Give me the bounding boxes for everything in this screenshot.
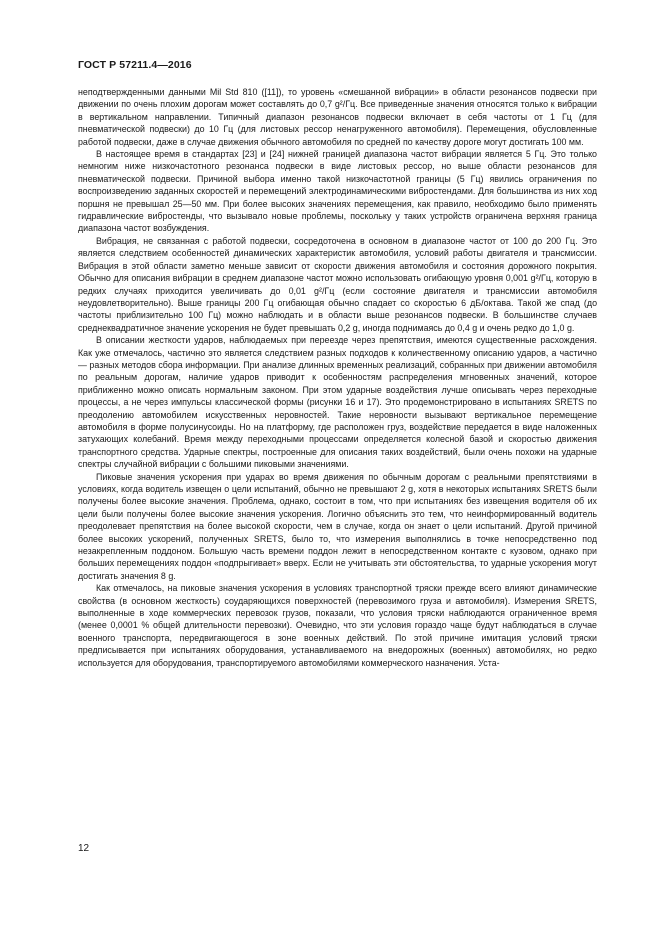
paragraph: В настоящее время в стандартах [23] и [24] нижней границей диапазона частот вибрации является 5 Гц. Это только немногим ниже низкочастотного резонанса подвески в виде листовых рессор, но выше области резонансов для пневматической подвески. Причиной выбора именно такой низкочастотной границы (5 Гц) явились ограничения по воспроизведению заданных скоростей и перемещений электродинамическими вибростендами. Для большинства из них ход поршня не превышал 25—50 мм. При более высоких значениях перемещения, как правило, необходимо было применять гидравлические вибростенды, что вызывало новые проблемы, поскольку у таких устройств ограничена верхняя граница диапазона частот возбуждения. bbox=[78, 149, 597, 234]
paragraph: В описании жесткости ударов, наблюдаемых при переезде через препятствия, имеются существенные расхождения. Как уже отмечалось, частично это является следствием разных подходов к количественному описанию ударов, а частично — разных методов сбора информации. При анализе длинных временных реализаций, собранных при движении автомобиля по реальным дорогам, наличие ударов приводит к особенностям распределения мгновенных значений, которое приближенно можно описать нормальным законом. При этом ударные воздействия лучше описывать через переходные процессы, а не через импульсы классической формы (рисунки 16 и 17). Это продемонстрировано в испытаниях SRETS по преодолению автомобилем искусственных неровностей. Такие неровности вызывают вертикальное перемещение автомобиля в форме полусинусоиды. Но на платформу, где расположен груз, воздействие передается в виде наложенных затухающих колебаний. Время между переходными процессами определяется колесной базой и скоростью движения транспортного средства. Ударные спектры, построенные для описания таких воздействий, были очень похожи на ударные спектры случайной вибрации с большими пиковыми значениями. bbox=[78, 335, 597, 470]
document-body bbox=[78, 86, 597, 669]
paragraph-continuation: неподтвержденными данными Mil Std 810 ([11]), то уровень «смешанной вибрации» в области резонансов подвески при движении по очень плохим дорогам может составлять до 0,7 g²/Гц. Все приведенные значения относятся только к вибрации в вертикальном направлении. Типичный диапазон резонансов подвески включает в себя частоты от 1 Гц (для пневматической подвески) до 10 Гц (для листовых рессор ненагруженного автомобиля). Перемещения, обусловленные работой подвески, даже в случае движения обычного автомобиля по средней по качеству дороге могут достигать 100 мм. bbox=[78, 87, 597, 147]
page-header: ГОСТ Р 57211.4—2016 bbox=[78, 59, 192, 71]
paragraph: Пиковые значения ускорения при ударах во время движения по обычным дорогам с реальными препятствиями в условиях, когда водитель извещен о цели испытаний, обычно не превышают 2 g, хотя в некоторых испытаниях SRETS были получены более высокие значения. Проблема, однако, состоит в том, что при испытаниях без извещения водителя об их цели были получены более высокие значения ускорения. Логично объяснить это тем, что неинформированный водитель преодолевает препятствия на более высокой скорости, чем в случае, когда он знает о цели испытаний. Другой причиной более высоких ускорений, полученных SRETS, было то, что измерения выполнялись в точке непосредственно под незакрепленным поддоном. Большую часть времени поддон лежит в непосредственном контакте с кузовом, однако при больших перемещениях поддон «подпрыгивает» вверх. Если не учитывать эти обстоятельства, то ударные ускорения могут достигать значения 8 g. bbox=[78, 471, 597, 581]
paragraph: Как отмечалось, на пиковые значения ускорения в условиях транспортной тряски прежде всего влияют динамические свойства (в основном жесткость) соударяющихся поверхностей (перевозимого груза и автомобиля). Измерения SRETS, выполненные в ходе коммерческих перевозок грузов, показали, что условия тряски наблюдаются ограниченное время (менее 0,0001 % общей длительности перевозки). Очевидно, что эти условия гораздо чаще будут наблюдаться в случае военного транспорта, передвигающегося в зоне военных действий. По этой причине имитация условий тряски предписывается при испытаниях оборудования, устанавливаемого на внедорожных (военных) автомобилях, но редко используется для оборудования, транспортируемого автомобилями коммерческого назначения. Уста- bbox=[78, 583, 597, 668]
paragraph: Вибрация, не связанная с работой подвески, сосредоточена в основном в диапазоне частот от 100 до 200 Гц. Это является следствием особенностей динамических характеристик автомобиля, условий работы двигателя и трансмиссии. Вибрация в этой области заметно меньше зависит от скорости движения автомобиля и состояния дорожного покрытия. Обычно для описания вибрации в среднем диапазоне частот можно использовать огибающую уровня 0,001 g²/Гц, которую в редких случаях приходится увеличивать до 0,01 g²/Гц (если состояние двигателя и трансмиссии автомобиля неудовлетворительно). Выше границы 200 Гц огибающая обычно спадает со скоростью 6 дБ/октава. Такой же спад (до частоты приблизительно 100 Гц) можно наблюдать и в области выше резонансов подвески. В большинстве случаев среднеквадратичное значение ускорения не будет превышать 0,2 g, иногда поднимаясь до 0,4 g и очень редко до 1,0 g. bbox=[78, 235, 597, 333]
page-number: 12 bbox=[78, 843, 90, 854]
